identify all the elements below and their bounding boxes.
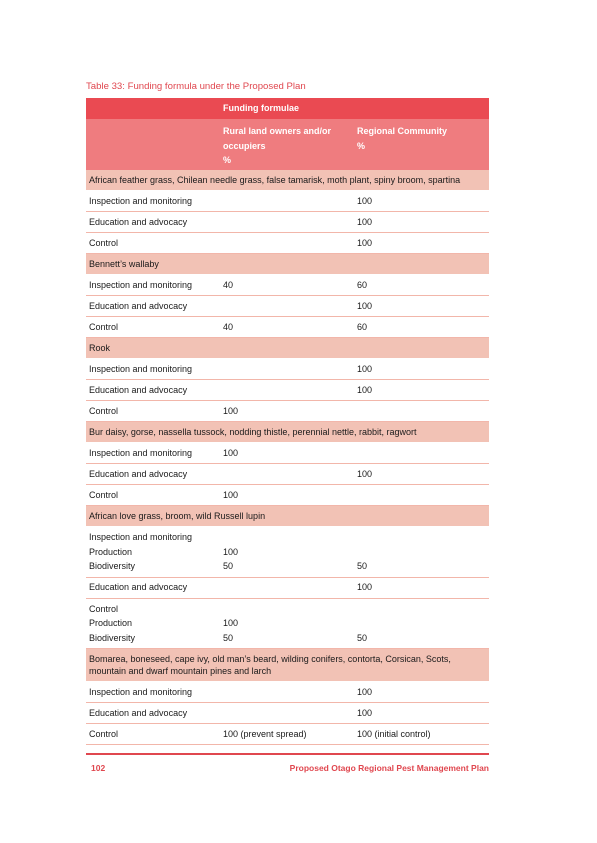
community-value xyxy=(354,527,489,578)
funding-formulae-header: Funding formulae xyxy=(220,98,489,119)
table-row xyxy=(86,443,489,464)
section-header xyxy=(86,170,489,191)
table-row xyxy=(86,359,489,380)
table-row xyxy=(86,275,489,296)
owners-value: 100 (prevent spread) xyxy=(220,724,354,745)
community-value xyxy=(354,401,489,422)
row-label: Education and advocacy xyxy=(86,577,220,598)
community-value xyxy=(354,598,489,649)
owners-value: 40 xyxy=(220,275,354,296)
spacer xyxy=(223,530,351,545)
owners-value xyxy=(220,191,354,212)
community-value: 100 xyxy=(354,464,489,485)
owners-value xyxy=(220,464,354,485)
row-label: Inspection and monitoring xyxy=(86,682,220,703)
owners-value xyxy=(220,233,354,254)
document-title: Proposed Otago Regional Pest Management Plan xyxy=(289,763,489,773)
table-row xyxy=(86,724,489,745)
section-title: Rook xyxy=(86,338,489,359)
production-label: Production xyxy=(89,618,133,628)
row-label xyxy=(86,598,220,649)
row-label: Control xyxy=(86,401,220,422)
owners-header-unit: % xyxy=(223,155,232,165)
row-label: Education and advocacy xyxy=(86,380,220,401)
owners-value: 100 xyxy=(220,443,354,464)
row-label: Education and advocacy xyxy=(86,703,220,724)
owners-value: 100 xyxy=(220,485,354,506)
community-header-unit: % xyxy=(357,140,366,151)
biodiversity-label: Biodiversity xyxy=(89,632,136,643)
owners-value xyxy=(220,527,354,578)
header-row-group xyxy=(86,98,489,119)
owners-value xyxy=(220,703,354,724)
community-value: 100 xyxy=(354,577,489,598)
table-row xyxy=(86,233,489,254)
page-number: 102 xyxy=(91,763,106,773)
owners-value xyxy=(220,577,354,598)
table-row xyxy=(86,485,489,506)
row-label-main: Inspection and monitoring xyxy=(89,532,193,542)
community-header-label: Regional Community xyxy=(357,126,448,136)
community-value: 100 xyxy=(354,296,489,317)
spacer xyxy=(357,545,486,560)
owners-value: 100 xyxy=(220,401,354,422)
table-row xyxy=(86,191,489,212)
table-row xyxy=(86,212,489,233)
header-row-columns xyxy=(86,119,489,170)
row-label-main: Control xyxy=(89,603,119,614)
owners-value xyxy=(220,212,354,233)
biodiversity-community: 50 xyxy=(357,632,368,643)
community-value: 100 (initial control) xyxy=(354,724,489,745)
section-title: African feather grass, Chilean needle grass, false tamarisk, moth plant, spiny broom, spartina xyxy=(86,170,489,191)
owners-value xyxy=(220,682,354,703)
production-owners: 100 xyxy=(223,546,239,557)
owners-value xyxy=(220,380,354,401)
row-label: Control xyxy=(86,485,220,506)
row-label: Education and advocacy xyxy=(86,296,220,317)
table-row xyxy=(86,577,489,598)
production-owners: 100 xyxy=(223,618,239,628)
row-label: Education and advocacy xyxy=(86,464,220,485)
biodiversity-owners: 50 xyxy=(223,632,234,643)
row-label: Control xyxy=(86,317,220,338)
community-value: 60 xyxy=(354,275,489,296)
owners-value xyxy=(220,296,354,317)
owners-header-label: Rural land owners and/or occupiers xyxy=(223,126,332,151)
section-header xyxy=(86,649,489,682)
section-header xyxy=(86,422,489,443)
community-value: 60 xyxy=(354,317,489,338)
section-title: Bennett’s wallaby xyxy=(86,254,489,275)
table-row xyxy=(86,401,489,422)
section-header xyxy=(86,338,489,359)
row-label: Inspection and monitoring xyxy=(86,443,220,464)
community-value: 100 xyxy=(354,703,489,724)
section-header xyxy=(86,254,489,275)
table-row xyxy=(86,703,489,724)
community-value: 100 xyxy=(354,380,489,401)
production-label: Production xyxy=(89,546,133,557)
table-row xyxy=(86,464,489,485)
section-title: Bur daisy, gorse, nassella tussock, nodding thistle, perennial nettle, rabbit, ragwort xyxy=(86,422,489,443)
header-blank-cell xyxy=(86,119,220,170)
footer-divider xyxy=(86,753,489,755)
community-column-header xyxy=(354,119,489,170)
biodiversity-label: Biodiversity xyxy=(89,561,136,571)
table-row xyxy=(86,380,489,401)
row-label: Inspection and monitoring xyxy=(86,275,220,296)
spacer xyxy=(357,602,486,617)
funding-formula-table xyxy=(86,98,489,745)
row-label: Education and advocacy xyxy=(86,212,220,233)
table-row xyxy=(86,317,489,338)
biodiversity-community: 50 xyxy=(357,561,368,571)
table-caption: Table 33: Funding formula under the Proposed Plan xyxy=(86,81,306,92)
community-value: 100 xyxy=(354,682,489,703)
table-row xyxy=(86,682,489,703)
community-value: 100 xyxy=(354,212,489,233)
spacer xyxy=(357,530,486,545)
row-label: Inspection and monitoring xyxy=(86,359,220,380)
row-label xyxy=(86,527,220,578)
owners-column-header xyxy=(220,119,354,170)
section-header xyxy=(86,506,489,527)
row-label: Control xyxy=(86,233,220,254)
owners-value xyxy=(220,598,354,649)
row-label: Control xyxy=(86,724,220,745)
owners-value xyxy=(220,359,354,380)
community-value: 100 xyxy=(354,191,489,212)
community-value: 100 xyxy=(354,359,489,380)
table-row xyxy=(86,296,489,317)
community-value: 100 xyxy=(354,233,489,254)
section-title: Bomarea, boneseed, cape ivy, old man’s beard, wilding conifers, contorta, Corsican, Scots, mountain and dwarf mountain pines and larch xyxy=(86,649,489,682)
section-title: African love grass, broom, wild Russell lupin xyxy=(86,506,489,527)
biodiversity-owners: 50 xyxy=(223,561,234,571)
header-blank-cell xyxy=(86,98,220,119)
table-row xyxy=(86,527,489,578)
spacer xyxy=(357,616,486,631)
table-row xyxy=(86,598,489,649)
spacer xyxy=(223,602,351,617)
community-value xyxy=(354,485,489,506)
community-value xyxy=(354,443,489,464)
row-label: Inspection and monitoring xyxy=(86,191,220,212)
owners-value: 40 xyxy=(220,317,354,338)
